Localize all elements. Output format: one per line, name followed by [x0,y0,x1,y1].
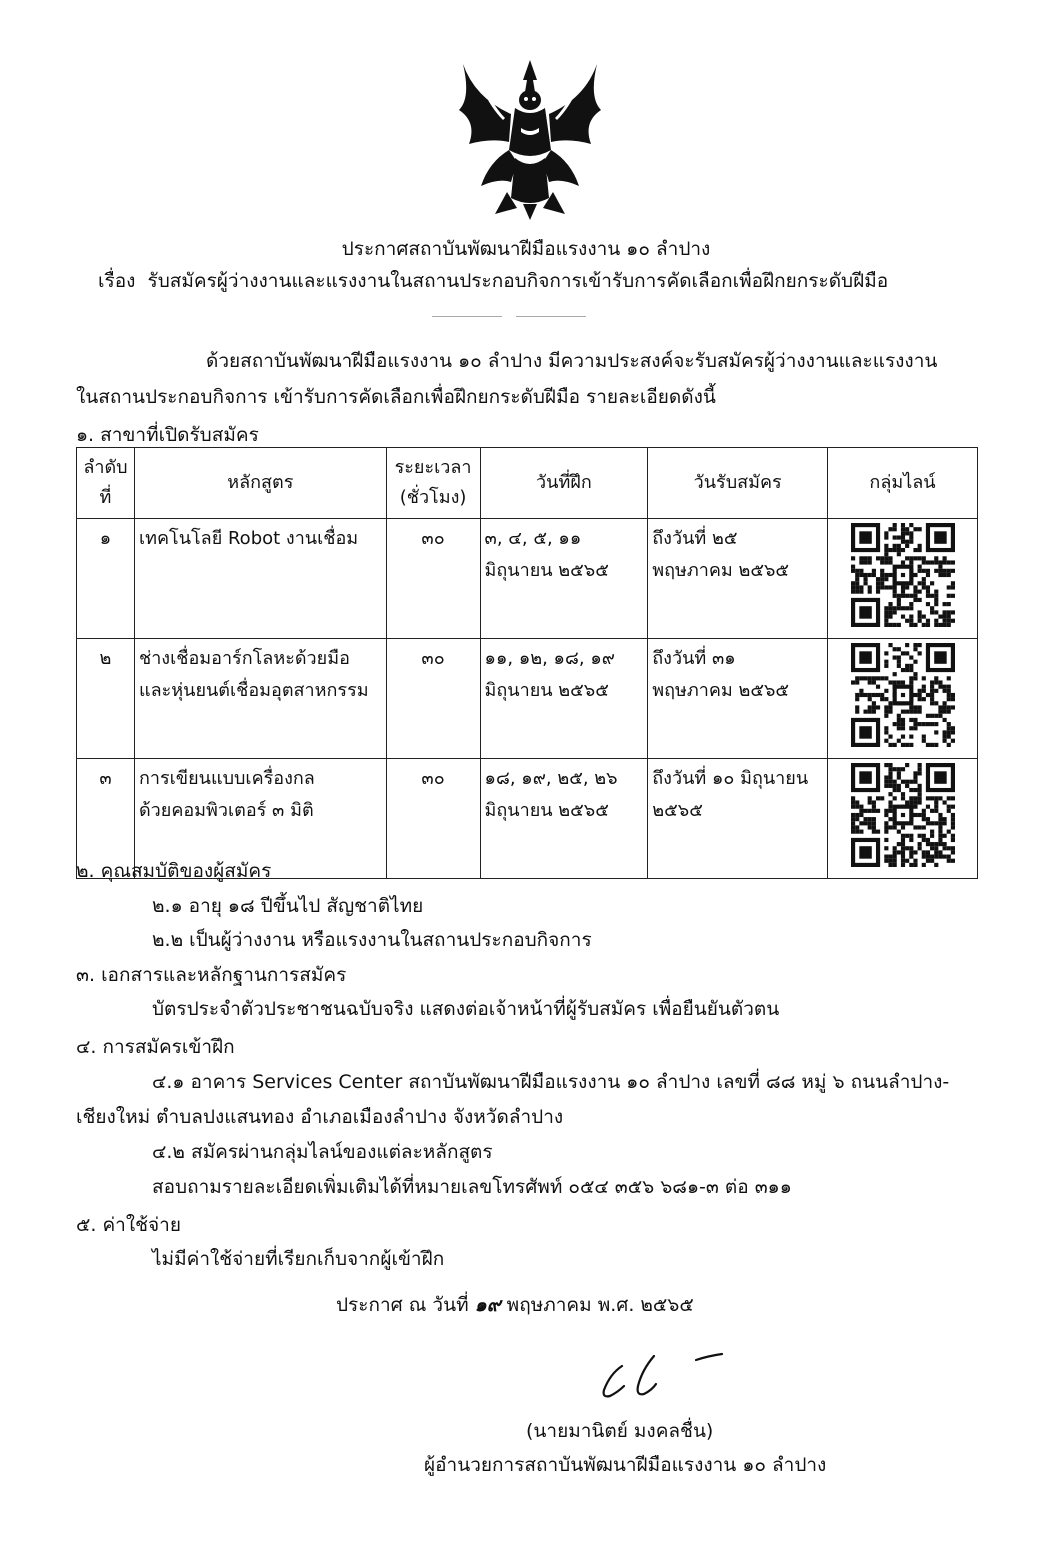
section-3-heading: ๓. เอกสารและหลักฐานการสมัคร [76,964,347,986]
announce-day: ๑๙ [474,1294,501,1316]
announcement-subject [98,268,888,294]
row-number: ๒ [77,639,135,759]
intro-line-1: ด้วยสถาบันพัฒนาฝีมือแรงงาน ๑๐ ลำปาง มีความประสงค์จะรับสมัครผู้ว่างงานและแรงงาน [206,350,938,372]
announcement-title: ประกาศสถาบันพัฒนาฝีมือแรงงาน ๑๐ ลำปาง [341,238,711,260]
contact-phone: สอบถามรายละเอียดเพิ่มเติมได้ที่หมายเลขโทรศัพท์ ๐๕๔ ๓๕๖ ๖๘๑-๓ ต่อ ๓๑๑ [152,1176,792,1198]
signer-position: ผู้อำนวยการสถาบันพัฒนาฝีมือแรงงาน ๑๐ ลำปาง [424,1454,827,1476]
section-5-heading: ๕. ค่าใช้จ่าย [76,1214,181,1236]
garuda-emblem-icon [455,58,605,220]
section-4-heading: ๔. การสมัครเข้าฝึก [76,1036,235,1058]
line-group-qr[interactable] [828,519,978,639]
application-date: ถึงวันที่ ๒๕ พฤษภาคม ๒๕๖๕ [648,519,828,639]
announce-prefix: ประกาศ ณ วันที่ [336,1294,469,1316]
course-name: ช่างเชื่อมอาร์กโลหะด้วยมือ และหุ่นยนต์เชื่อมอุตสาหกรรม [134,639,386,759]
qr-code-icon[interactable] [851,523,955,627]
column-header-course: หลักสูตร [134,448,386,519]
course-name: การเขียนแบบเครื่องกล ด้วยคอมพิวเตอร์ ๓ มิติ [134,759,386,879]
row-number: ๑ [77,519,135,639]
application-date: ถึงวันที่ ๓๑ พฤษภาคม ๒๕๖๕ [648,639,828,759]
qr-code-icon[interactable] [851,763,955,867]
column-header-training-date: วันที่ฝึก [480,448,648,519]
row-number: ๓ [77,759,135,879]
course-hours: ๓๐ [386,519,480,639]
section-2-heading: ๒. คุณสมบัติของผู้สมัคร [76,860,272,882]
training-date: ๑๑, ๑๒, ๑๘, ๑๙ มิถุนายน ๒๕๖๕ [480,639,648,759]
course-name: เทคโนโลยี Robot งานเชื่อม [134,519,386,639]
application-location-line-1: ๔.๑ อาคาร Services Center สถาบันพัฒนาฝีมือแรงงาน ๑๐ ลำปาง เลขที่ ๘๘ หมู่ ๖ ถนนลำปาง- [152,1071,950,1093]
signature-icon [592,1346,732,1406]
signer-name: (นายมานิตย์ มงคลชื่น) [526,1420,714,1442]
training-date: ๓, ๔, ๕, ๑๑ มิถุนายน ๒๕๖๕ [480,519,648,639]
courses-table [76,447,978,879]
section-1-heading: ๑. สาขาที่เปิดรับสมัคร [76,424,259,446]
qr-code-icon[interactable] [851,643,955,747]
documents-text: บัตรประจำตัวประชาชนฉบับจริง แสดงต่อเจ้าหน้าที่ผู้รับสมัคร เพื่อยืนยันตัวตน [152,998,780,1020]
application-date: ถึงวันที่ ๑๐ มิถุนายน ๒๕๖๕ [648,759,828,879]
line-group-qr[interactable] [828,639,978,759]
intro-line-2: ในสถานประกอบกิจการ เข้ารับการคัดเลือกเพื่อฝึกยกระดับฝีมือ รายละเอียดดังนี้ [76,386,716,408]
divider-line [516,316,586,317]
table-row [77,639,978,759]
table-header-row [77,448,978,519]
table-row [77,519,978,639]
course-hours: ๓๐ [386,639,480,759]
training-date: ๑๘, ๑๙, ๒๕, ๒๖ มิถุนายน ๒๕๖๕ [480,759,648,879]
divider-line [432,316,502,317]
column-header-line-group: กลุ่มไลน์ [828,448,978,519]
qualification-item: ๒.๑ อายุ ๑๘ ปีขึ้นไป สัญชาติไทย [152,895,424,917]
column-header-duration: ระยะเวลา (ชั่วโมง) [386,448,480,519]
announce-suffix: พฤษภาคม พ.ศ. ๒๕๖๕ [506,1294,694,1316]
subject-label: เรื่อง [98,270,136,292]
application-location-line-2: เชียงใหม่ ตำบลปงแสนทอง อำเภอเมืองลำปาง จังหวัดลำปาง [76,1106,564,1128]
column-header-no: ลำดับ ที่ [77,448,135,519]
line-group-qr[interactable] [828,759,978,879]
subject-text: รับสมัครผู้ว่างงานและแรงงานในสถานประกอบกิจการเข้ารับการคัดเลือกเพื่อฝึกยกระดับฝีมือ [147,270,889,292]
announcement-date [336,1292,694,1318]
course-hours: ๓๐ [386,759,480,879]
cost-text: ไม่มีค่าใช้จ่ายที่เรียกเก็บจากผู้เข้าฝึก [152,1248,445,1270]
application-line-group: ๔.๒ สมัครผ่านกลุ่มไลน์ของแต่ละหลักสูตร [152,1141,493,1163]
column-header-application-date: วันรับสมัคร [648,448,828,519]
qualification-item: ๒.๒ เป็นผู้ว่างงาน หรือแรงงานในสถานประกอบกิจการ [152,929,592,951]
